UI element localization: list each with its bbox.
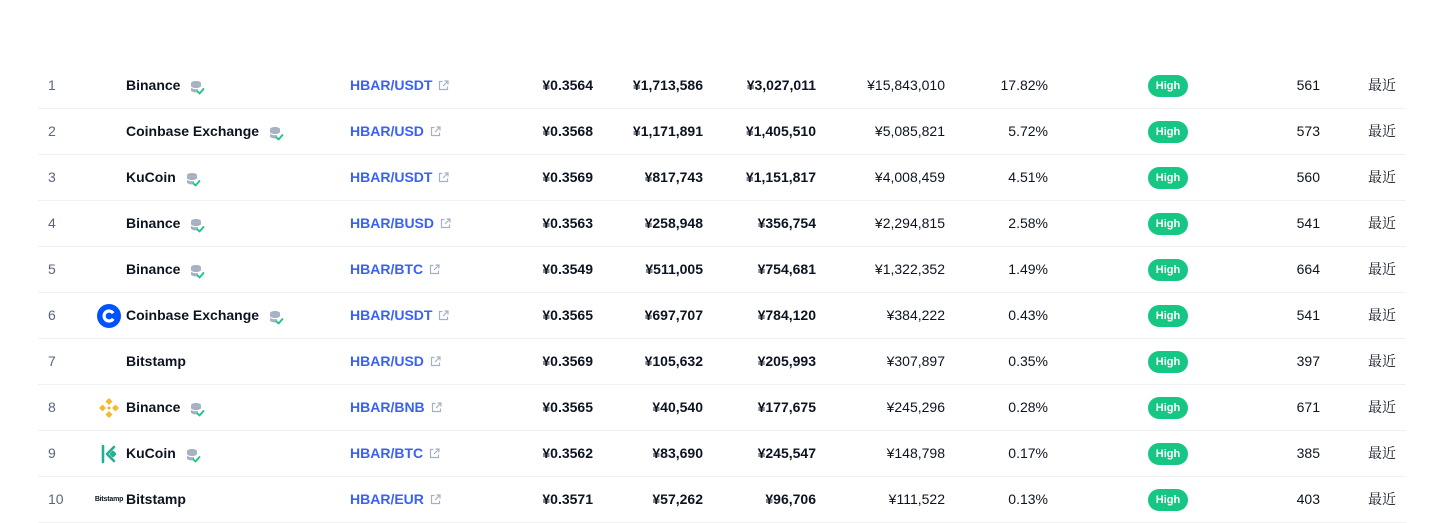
confidence-badge: High	[1148, 489, 1188, 511]
price: ¥0.3569	[542, 353, 593, 369]
price: ¥0.3569	[542, 169, 593, 185]
table-row[interactable]	[38, 109, 1406, 155]
price: ¥0.3568	[542, 123, 593, 139]
table-row[interactable]	[38, 385, 1406, 431]
liquidity-score: 671	[1296, 399, 1320, 415]
exchange-logo[interactable]	[96, 247, 122, 292]
confidence-badge: High	[1148, 443, 1188, 465]
depth-minus-2: ¥356,754	[757, 215, 816, 231]
market-pair-label: HBAR/BUSD	[350, 215, 434, 231]
volume-percent: 0.35%	[1008, 353, 1048, 369]
volume-24h: ¥15,843,010	[867, 77, 945, 93]
table-row[interactable]	[38, 431, 1406, 477]
market-pair-label: HBAR/USD	[350, 123, 424, 139]
depth-plus-2: ¥511,005	[645, 261, 703, 277]
markets-table	[38, 63, 1406, 523]
binance-logo-icon	[97, 396, 121, 420]
confidence-badge: High	[1148, 259, 1188, 281]
confidence-cell	[1148, 63, 1188, 108]
rank: 5	[48, 261, 56, 277]
confidence-cell	[1148, 385, 1188, 430]
market-pair-link[interactable]	[350, 247, 440, 292]
volume-24h: ¥5,085,821	[874, 123, 945, 139]
market-pair-link[interactable]	[350, 109, 441, 154]
rank: 10	[48, 491, 64, 507]
table-row[interactable]	[38, 201, 1406, 247]
market-pair-label: HBAR/USDT	[350, 169, 433, 185]
liquidity-score: 541	[1296, 215, 1320, 231]
exchange-logo[interactable]	[96, 109, 122, 154]
volume-percent: 4.51%	[1008, 169, 1048, 185]
rank: 8	[48, 399, 56, 415]
confidence-cell	[1148, 247, 1188, 292]
market-pair-link[interactable]	[350, 155, 449, 200]
updated: 最近	[1368, 491, 1396, 507]
market-pair-link[interactable]	[350, 339, 441, 384]
market-pair-label: HBAR/BTC	[350, 261, 424, 277]
bitstamp-logo-icon: Bitstamp	[94, 495, 124, 503]
market-pair-link[interactable]	[350, 201, 451, 246]
exchange-name-label: Binance	[126, 215, 181, 231]
liquidity-score: 541	[1296, 307, 1320, 323]
liquidity-score: 560	[1296, 169, 1320, 185]
volume-24h: ¥4,008,459	[874, 169, 945, 185]
rank: 3	[48, 169, 56, 185]
market-pair-label: HBAR/BTC	[350, 445, 424, 461]
rank: 7	[48, 353, 56, 369]
exchange-name-label: Coinbase Exchange	[126, 307, 260, 323]
exchange-name[interactable]	[126, 293, 284, 338]
depth-plus-2: ¥697,707	[644, 307, 703, 323]
market-pair-label: HBAR/EUR	[350, 491, 424, 507]
market-pair-label: HBAR/USDT	[350, 77, 433, 93]
confidence-badge: High	[1148, 213, 1188, 235]
rank: 2	[48, 123, 56, 139]
confidence-cell	[1148, 109, 1188, 154]
confidence-badge: High	[1148, 167, 1188, 189]
table-row[interactable]	[38, 155, 1406, 201]
confidence-badge: High	[1148, 305, 1188, 327]
external-link-icon	[438, 172, 449, 183]
volume-percent: 5.72%	[1008, 123, 1048, 139]
exchange-name-label: KuCoin	[126, 169, 176, 185]
database-verified-icon	[268, 126, 284, 142]
liquidity-score: 664	[1296, 261, 1320, 277]
market-pair-label: HBAR/USDT	[350, 307, 433, 323]
exchange-name[interactable]	[126, 109, 284, 154]
exchange-name[interactable]	[126, 155, 201, 200]
depth-minus-2: ¥1,151,817	[745, 169, 816, 185]
depth-minus-2: ¥205,993	[757, 353, 816, 369]
liquidity-score: 397	[1296, 353, 1320, 369]
price: ¥0.3564	[542, 77, 593, 93]
updated: 最近	[1368, 215, 1396, 231]
table-row[interactable]	[38, 63, 1406, 109]
table-row[interactable]	[38, 339, 1406, 385]
updated: 最近	[1368, 445, 1396, 461]
kucoin-logo-icon	[98, 443, 120, 465]
market-pair-link[interactable]	[350, 385, 442, 430]
depth-plus-2: ¥1,713,586	[632, 77, 703, 93]
volume-24h: ¥245,296	[886, 399, 945, 415]
external-link-icon	[440, 218, 451, 229]
volume-24h: ¥111,522	[888, 491, 945, 507]
exchange-name[interactable]	[126, 385, 205, 430]
liquidity-score: 403	[1296, 491, 1320, 507]
confidence-badge: High	[1148, 397, 1188, 419]
rank: 1	[48, 77, 56, 93]
depth-plus-2: ¥57,262	[652, 491, 703, 507]
exchange-name-label: Binance	[126, 399, 181, 415]
volume-percent: 17.82%	[1000, 77, 1048, 93]
volume-24h: ¥2,294,815	[874, 215, 945, 231]
volume-24h: ¥307,897	[886, 353, 945, 369]
liquidity-score: 385	[1296, 445, 1320, 461]
exchange-name-label: Coinbase Exchange	[126, 123, 260, 139]
volume-24h: ¥148,798	[886, 445, 945, 461]
external-link-icon	[431, 402, 442, 413]
updated: 最近	[1368, 169, 1396, 185]
database-verified-icon	[189, 218, 205, 234]
depth-plus-2: ¥105,632	[644, 353, 703, 369]
confidence-badge: High	[1148, 351, 1188, 373]
confidence-badge: High	[1148, 75, 1188, 97]
table-row[interactable]	[38, 293, 1406, 339]
price: ¥0.3549	[542, 261, 593, 277]
depth-plus-2: ¥40,540	[652, 399, 703, 415]
database-verified-icon	[268, 310, 284, 326]
confidence-badge: High	[1148, 121, 1188, 143]
updated: 最近	[1368, 261, 1396, 277]
exchange-logo[interactable]	[96, 155, 122, 200]
external-link-icon	[429, 264, 440, 275]
confidence-cell	[1148, 339, 1188, 384]
depth-minus-2: ¥177,675	[757, 399, 816, 415]
updated: 最近	[1368, 307, 1396, 323]
exchange-logo[interactable]	[96, 339, 122, 384]
market-pair-link[interactable]	[350, 63, 449, 108]
updated: 最近	[1368, 123, 1396, 139]
rank: 4	[48, 215, 56, 231]
depth-minus-2: ¥245,547	[757, 445, 816, 461]
depth-minus-2: ¥3,027,011	[746, 77, 816, 93]
volume-24h: ¥384,222	[886, 307, 945, 323]
price: ¥0.3565	[542, 307, 593, 323]
exchange-name[interactable]	[126, 431, 201, 476]
exchange-logo[interactable]	[96, 385, 122, 430]
database-verified-icon	[189, 264, 205, 280]
depth-minus-2: ¥96,706	[765, 491, 816, 507]
depth-minus-2: ¥784,120	[757, 307, 816, 323]
rank: 6	[48, 307, 56, 323]
exchange-name-label: Binance	[126, 261, 181, 277]
volume-percent: 0.13%	[1008, 491, 1048, 507]
confidence-cell	[1148, 431, 1188, 476]
exchange-name-label: Binance	[126, 77, 181, 93]
database-verified-icon	[189, 402, 205, 418]
volume-percent: 2.58%	[1008, 215, 1048, 231]
exchange-logo[interactable]	[96, 431, 122, 476]
updated: 最近	[1368, 77, 1396, 93]
exchange-name[interactable]	[126, 339, 186, 384]
exchange-name[interactable]	[126, 247, 205, 292]
price: ¥0.3571	[542, 491, 593, 507]
volume-percent: 0.17%	[1008, 445, 1048, 461]
depth-plus-2: ¥83,690	[652, 445, 703, 461]
rank: 9	[48, 445, 56, 461]
exchange-name-label: KuCoin	[126, 445, 176, 461]
table-row[interactable]	[38, 247, 1406, 293]
external-link-icon	[430, 356, 441, 367]
database-verified-icon	[185, 172, 201, 188]
depth-minus-2: ¥1,405,510	[745, 123, 816, 139]
market-pair-label: HBAR/BNB	[350, 399, 425, 415]
liquidity-score: 573	[1296, 123, 1320, 139]
depth-plus-2: ¥258,948	[644, 215, 703, 231]
volume-percent: 1.49%	[1008, 261, 1048, 277]
confidence-cell	[1148, 201, 1188, 246]
exchange-logo[interactable]	[96, 63, 122, 108]
external-link-icon	[429, 448, 440, 459]
exchange-logo[interactable]	[96, 201, 122, 246]
updated: 最近	[1368, 353, 1396, 369]
external-link-icon	[438, 80, 449, 91]
database-verified-icon	[185, 448, 201, 464]
volume-percent: 0.43%	[1008, 307, 1048, 323]
exchange-name-label: Bitstamp	[126, 353, 186, 369]
external-link-icon	[438, 310, 449, 321]
external-link-icon	[430, 126, 441, 137]
depth-minus-2: ¥754,681	[757, 261, 816, 277]
market-pair-link[interactable]	[350, 431, 440, 476]
exchange-name[interactable]	[126, 201, 205, 246]
price: ¥0.3565	[542, 399, 593, 415]
depth-plus-2: ¥1,171,891	[632, 123, 703, 139]
database-verified-icon	[189, 80, 205, 96]
price: ¥0.3563	[542, 215, 593, 231]
exchange-logo[interactable]	[96, 293, 122, 338]
exchange-name[interactable]	[126, 63, 205, 108]
market-pair-label: HBAR/USD	[350, 353, 424, 369]
market-pair-link[interactable]	[350, 293, 449, 338]
depth-plus-2: ¥817,743	[644, 169, 703, 185]
price: ¥0.3562	[542, 445, 593, 461]
volume-24h: ¥1,322,352	[874, 261, 945, 277]
exchange-name-label: Bitstamp	[126, 491, 186, 507]
liquidity-score: 561	[1296, 77, 1320, 93]
confidence-cell	[1148, 293, 1188, 338]
confidence-cell	[1148, 155, 1188, 200]
coinbase-logo-icon	[97, 304, 121, 328]
updated: 最近	[1368, 399, 1396, 415]
table-row[interactable]	[38, 477, 1406, 523]
volume-percent: 0.28%	[1008, 399, 1048, 415]
